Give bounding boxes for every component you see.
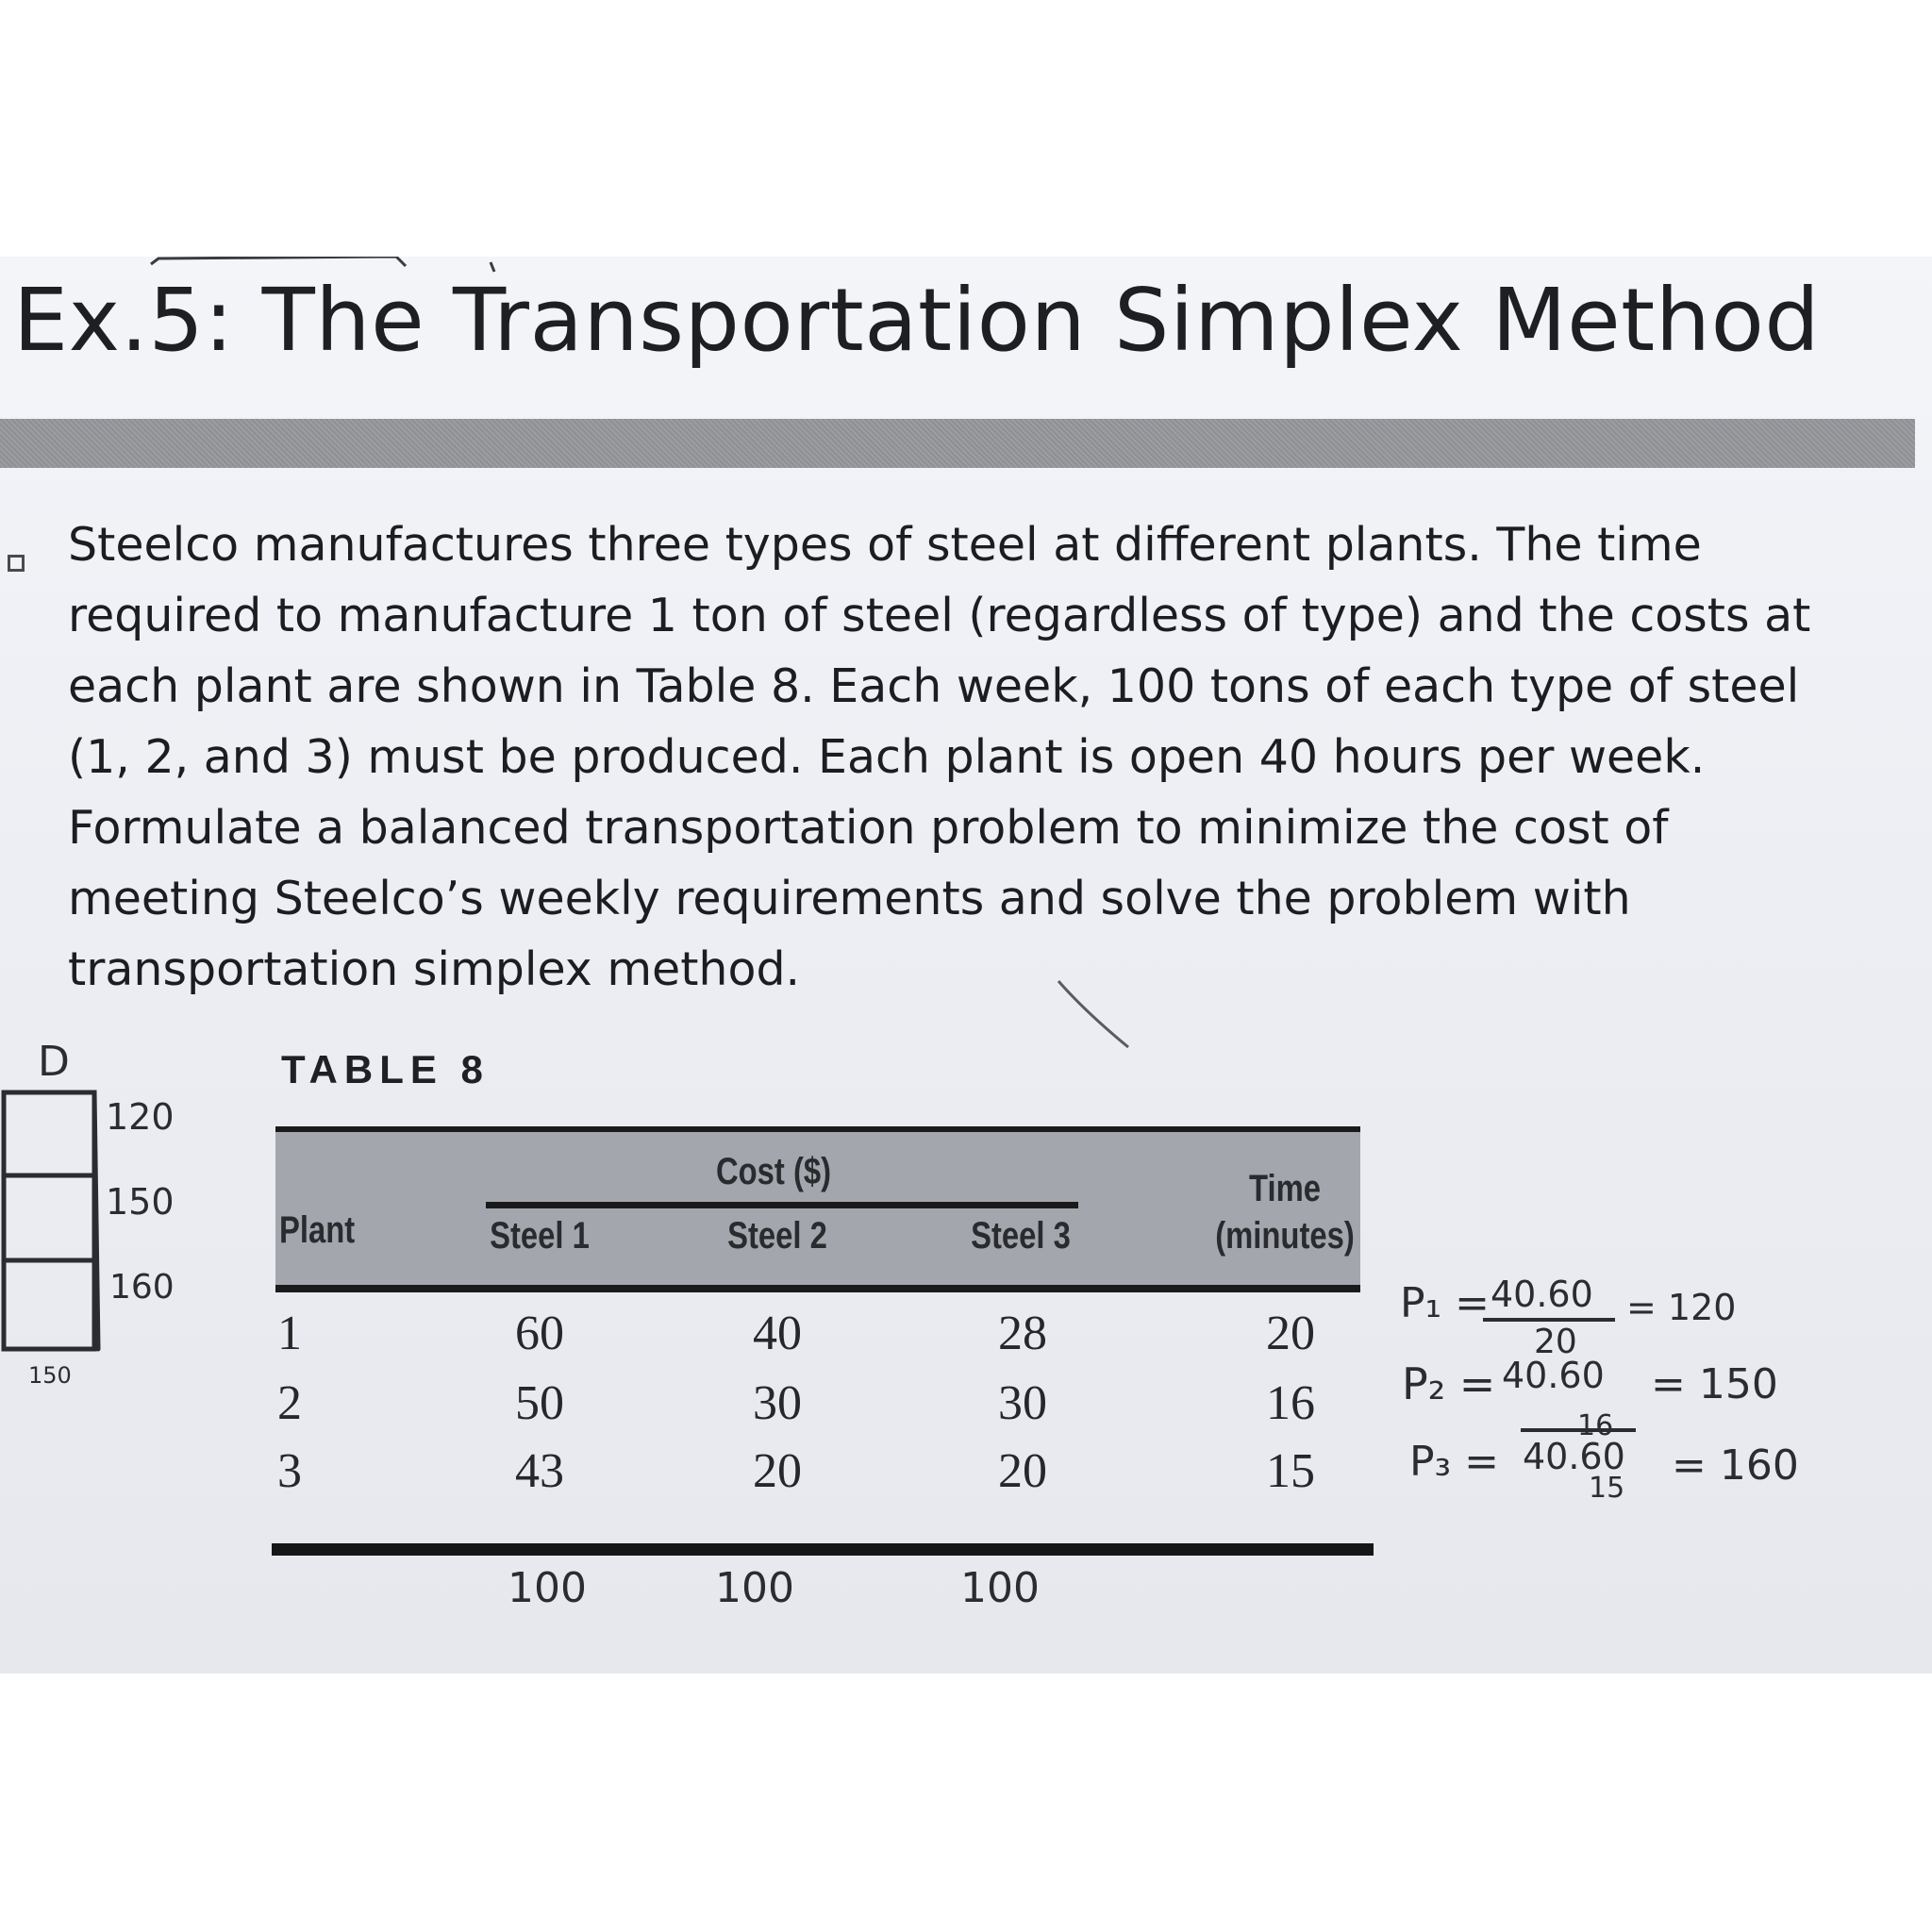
table-label: TABLE 8 (281, 1047, 490, 1091)
header-steel2: Steel 2 (727, 1215, 827, 1257)
hw-formula3-lhs: P₃ = (1409, 1438, 1500, 1486)
slide-title: Ex.5: The Transportation Simplex Method (13, 270, 1821, 371)
hw-formula1-num: 40.60 (1491, 1274, 1593, 1315)
hw-demand-label: D (38, 1038, 70, 1086)
cell-plant3-steel2: 20 (753, 1444, 802, 1498)
header-plant: Plant (279, 1209, 356, 1251)
hw-demand-steel3: 100 (960, 1564, 1040, 1612)
cell-plant2-steel3: 30 (998, 1376, 1047, 1430)
hw-formula2-lhs: P₂ = (1402, 1358, 1496, 1409)
header-cost-group: Cost ($) (715, 1151, 832, 1192)
handwriting-ink (0, 257, 1932, 1674)
document-page (0, 257, 1932, 1674)
cell-plant1-time: 20 (1266, 1307, 1315, 1360)
cell-plant3-time: 15 (1266, 1444, 1315, 1498)
cell-plant-3: 3 (277, 1444, 302, 1498)
cell-plant2-steel1: 50 (515, 1376, 564, 1430)
hw-side-total: 150 (28, 1362, 72, 1389)
cell-plant1-steel1: 60 (515, 1307, 564, 1360)
problem-statement: Steelco manufactures three types of steel at different plants. The time required to manufacture 1 ton of steel (regardless of type) and the costs at each plant are shown in Table 8. Each week, 100 tons of each type of steel (1, 2, and 3) must be produced. Each plant is open 40 hours per week. Formulate a balanced transportation problem to minimize the cost of meeting Steelco’s weekly requirements and solve the problem with transportation simplex method. (68, 518, 1811, 996)
hw-formula3-num: 40.60 (1523, 1436, 1625, 1477)
supply-boxes-sketch (4, 1092, 98, 1349)
hw-supply-3: 160 (109, 1268, 175, 1307)
cell-plant2-steel2: 30 (753, 1376, 802, 1430)
cell-plant3-steel3: 20 (998, 1444, 1047, 1498)
hw-supply-1: 120 (106, 1096, 175, 1138)
header-steel1: Steel 1 (490, 1215, 590, 1257)
hw-formula1-lhs: P₁ = (1400, 1279, 1491, 1327)
cell-plant1-steel3: 28 (998, 1307, 1047, 1360)
hw-formula1-result: = 120 (1626, 1287, 1737, 1328)
hw-formula3-den: 15 (1589, 1472, 1625, 1505)
header-time-line1: Time (1249, 1168, 1321, 1209)
hw-demand-steel1: 100 (508, 1564, 587, 1612)
hw-formula2-result: = 150 (1651, 1360, 1778, 1408)
hw-formula1-den: 20 (1534, 1323, 1577, 1361)
cell-plant2-time: 16 (1266, 1376, 1315, 1430)
cell-plant3-steel1: 43 (515, 1444, 564, 1498)
hw-formula3-result: = 160 (1672, 1441, 1799, 1490)
cell-plant1-steel2: 40 (753, 1307, 802, 1360)
hw-formula2-num: 40.60 (1502, 1355, 1605, 1396)
cell-plant-2: 2 (277, 1376, 302, 1430)
hw-formula2-den: 16 (1577, 1409, 1614, 1442)
title-scribble (151, 257, 494, 272)
header-time-line2: (minutes) (1215, 1215, 1355, 1257)
header-steel3: Steel 3 (971, 1215, 1071, 1257)
hw-demand-steel2: 100 (715, 1564, 794, 1612)
tick-mark (1058, 981, 1128, 1047)
hw-supply-2: 150 (106, 1181, 175, 1223)
cell-plant-1: 1 (277, 1307, 302, 1360)
